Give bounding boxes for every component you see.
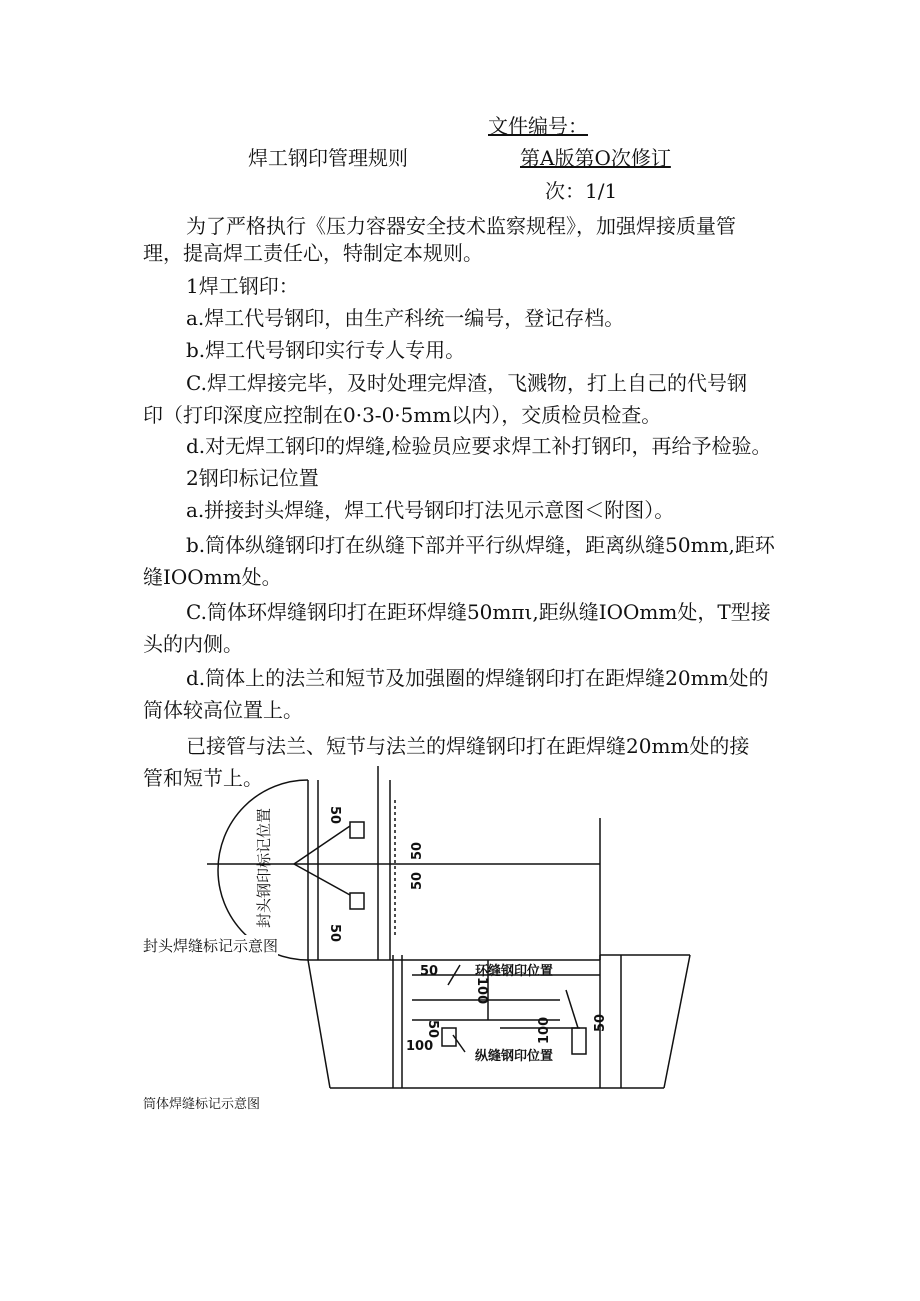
right-stamp-box — [572, 1028, 586, 1054]
section-2-item-b-line-2: 缝IOOmm处。 — [143, 565, 282, 589]
long-stamp-pointer — [453, 1035, 465, 1052]
head-dim-2: 50 — [410, 841, 425, 860]
shell-dim-50-left: 50 — [425, 1020, 440, 1039]
shell-dim-100-a: 100 — [474, 977, 489, 1005]
shell-right-slant — [664, 955, 690, 1088]
head-figure-caption: 封头焊缝标记示意图 — [143, 937, 279, 955]
head-stamp-lower — [350, 893, 364, 909]
head-dim-4: 50 — [327, 924, 342, 943]
head-pointer-lower — [294, 864, 350, 895]
section-2-item-b-line-1: b.筒体纵缝钢印打在纵缝下部并平行纵焊缝，距离纵缝50mm,距环 — [186, 533, 775, 557]
shell-dim-50-right: 50 — [593, 1013, 608, 1032]
section-2-item-c-line-1: C.筒体环焊缝钢印打在距环焊缝50mπι,距纵缝IOOmm处，T型接 — [186, 600, 771, 624]
shell-dim-100-left: 100 — [406, 1039, 434, 1054]
section-1-item-c-line-1: C.焊工焊接完毕，及时处理完焊渣，飞溅物，打上自己的代号钢 — [186, 371, 747, 395]
section-1-item-d: d.对无焊工钢印的焊缝,检验员应要求焊工补打钢印，再给予检验。 — [186, 434, 772, 458]
page-count: 次：1/1 — [545, 179, 618, 203]
head-dim-3: 50 — [410, 871, 425, 890]
section-2-item-c-line-2: 头的内侧。 — [143, 632, 243, 656]
section-2-item-e-line-2: 管和短节上。 — [143, 766, 263, 790]
section-2-item-e-line-1: 已接管与法兰、短节与法兰的焊缝钢印打在距焊缝20mm处的接 — [186, 734, 750, 758]
section-1-item-b: b.焊工代号钢印实行专人专用。 — [186, 338, 466, 362]
head-pointer-upper — [294, 826, 350, 864]
head-dim-1: 50 — [327, 806, 342, 825]
right-stamp-pointer — [566, 990, 578, 1028]
section-1-item-a: a.焊工代号钢印，由生产科统一编号，登记存档。 — [186, 306, 625, 330]
section-2-item-d-line-2: 筒体较高位置上。 — [143, 698, 303, 722]
revision-label: 第A版第O次修订 — [520, 146, 671, 170]
circ-stamp-label: 环缝钢印位置 — [475, 964, 554, 979]
head-vertical-label: 封头钢印标记位置 — [255, 807, 273, 928]
shell-left-slant — [308, 960, 330, 1088]
long-stamp-label: 纵缝钢印位置 — [475, 1049, 554, 1064]
intro-line-2: 理，提高焊工责任心，特制定本规则。 — [143, 241, 483, 265]
section-1-title: 1焊工钢印： — [186, 274, 299, 298]
shell-dim-100-right: 100 — [537, 1016, 552, 1044]
section-2-title: 2钢印标记位置 — [186, 466, 319, 490]
file-number-label: 文件编号： — [488, 114, 588, 138]
section-2-item-a: a.拼接封头焊缝，焊工代号钢印打法见示意图＜附图）。 — [186, 498, 675, 522]
intro-line-1: 为了严格执行《压力容器安全技术监察规程》，加强焊接质量管 — [186, 214, 736, 238]
section-1-item-c-line-2: 印（打印深度应控制在0·3-0·5mm以内），交质检员检查。 — [143, 403, 662, 427]
document-title: 焊工钢印管理规则 — [248, 146, 408, 170]
section-2-item-d-line-1: d.筒体上的法兰和短节及加强圈的焊缝钢印打在距焊缝20mm处的 — [186, 666, 769, 690]
shell-figure-caption: 筒体焊缝标记示意图 — [143, 1097, 261, 1112]
shell-dim-50-top: 50 — [420, 964, 439, 979]
head-stamp-upper — [350, 822, 364, 838]
